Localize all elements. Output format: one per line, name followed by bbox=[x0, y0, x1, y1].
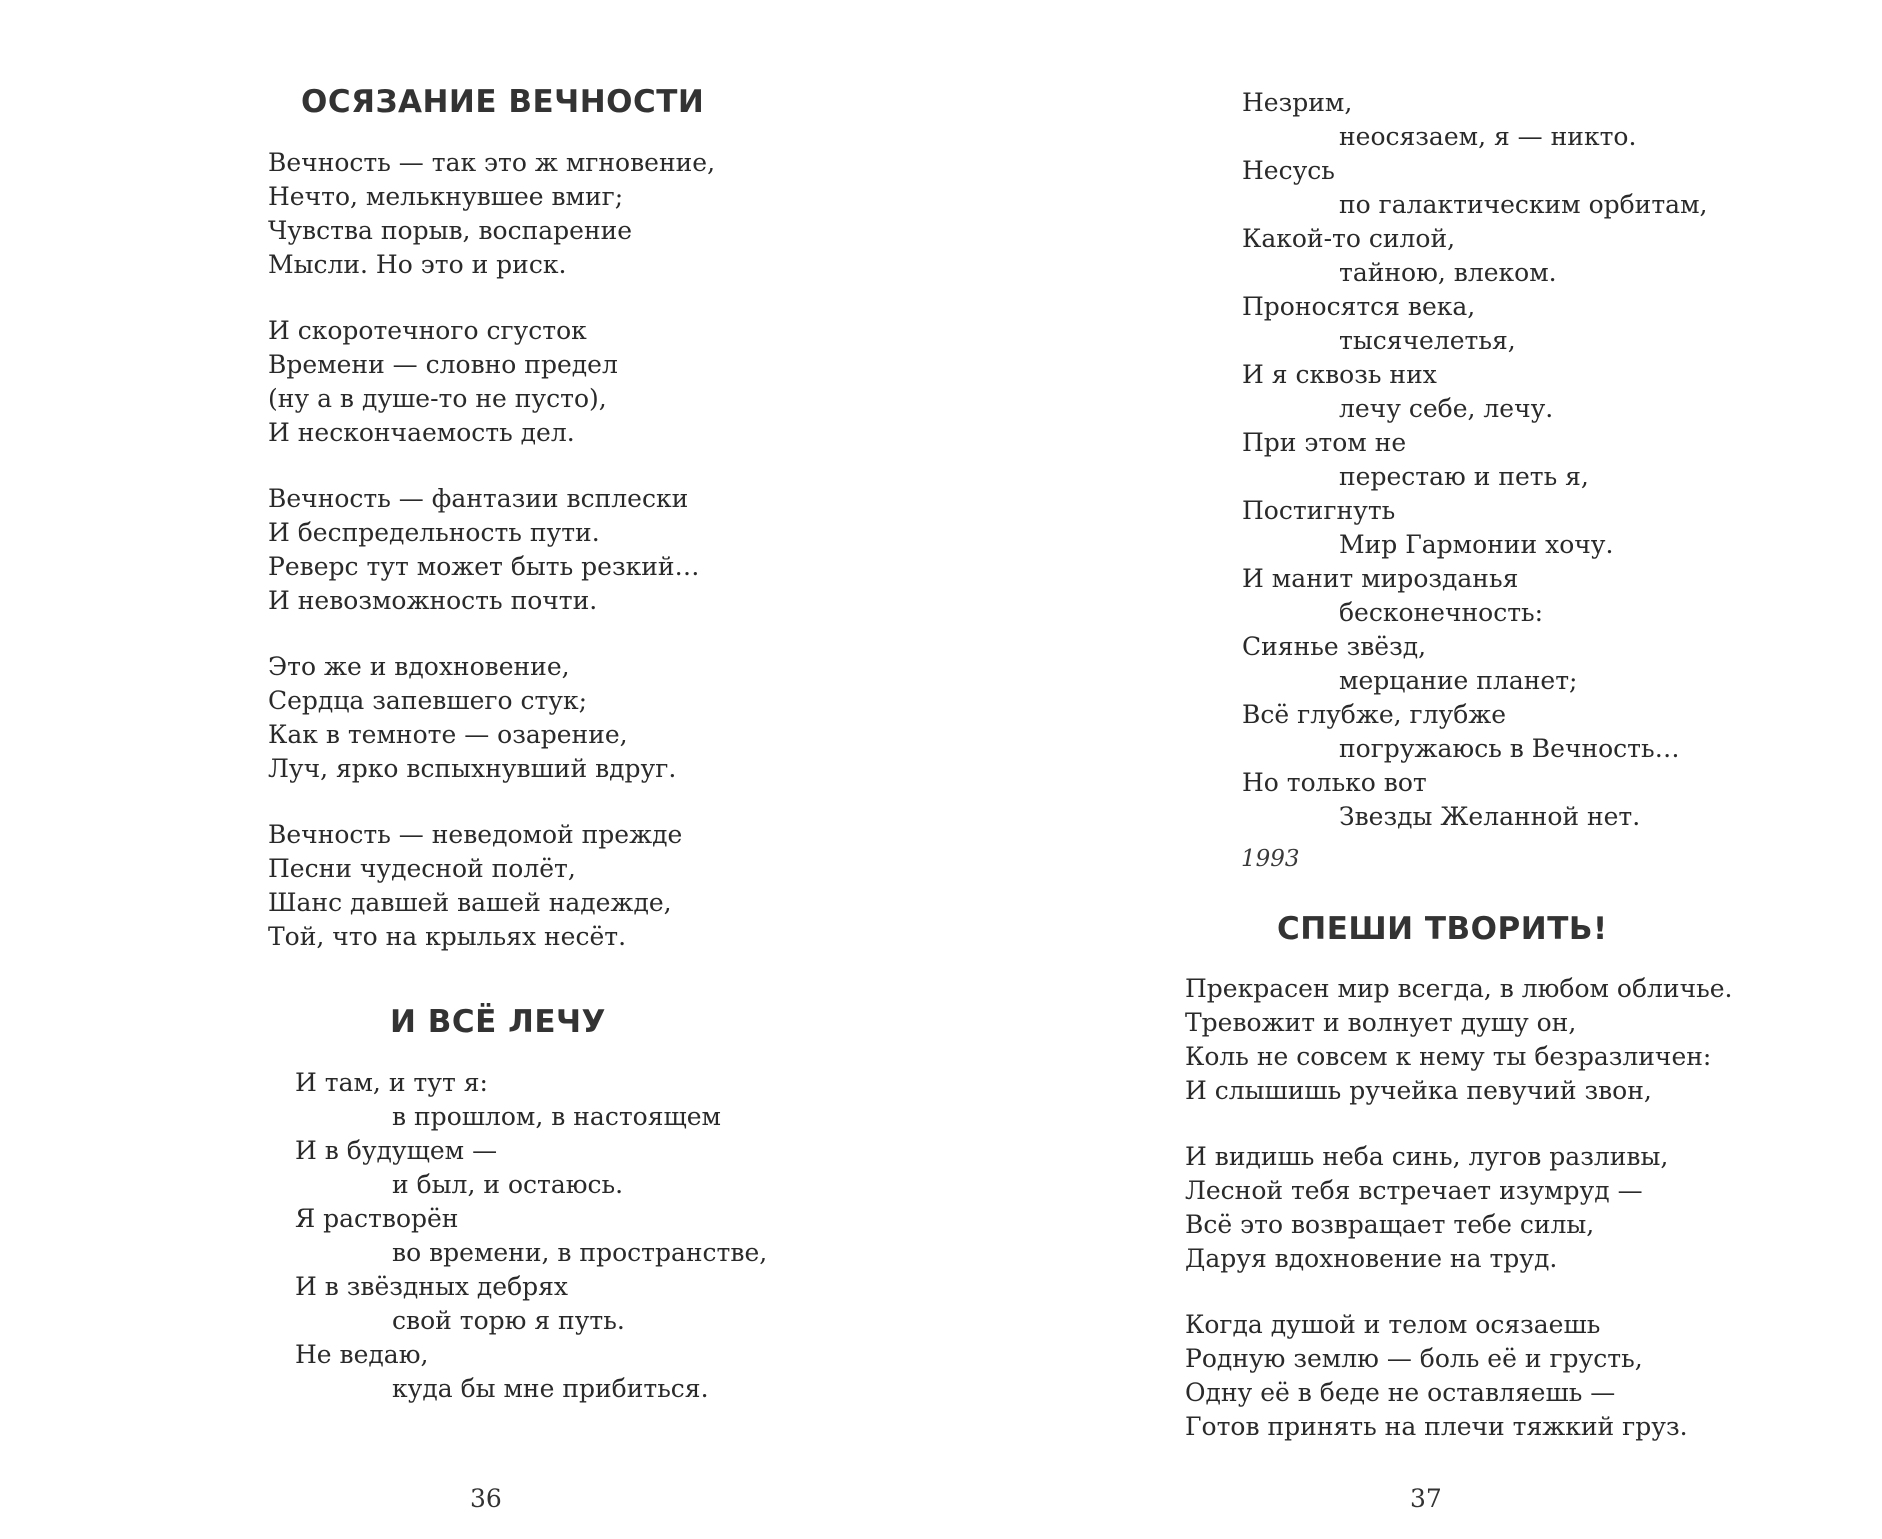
poem-date: 1993 bbox=[1241, 846, 1300, 872]
poem-line: Луч, ярко вспыхнувший вдруг. bbox=[268, 754, 677, 783]
poem-line: Готов принять на плечи тяжкий груз. bbox=[1185, 1412, 1688, 1441]
poem-line: И беспредельность пути. bbox=[268, 518, 600, 547]
poem-line: Сердца запевшего стук; bbox=[268, 686, 588, 715]
poem-line: Мир Гармонии хочу. bbox=[1339, 530, 1614, 559]
poem-title: И ВСЁ ЛЕЧУ bbox=[390, 1004, 606, 1040]
poem-line: Времени — словно предел bbox=[268, 350, 618, 379]
poem-line: лечу себе, лечу. bbox=[1339, 394, 1554, 423]
poem-line: Коль не совсем к нему ты безразличен: bbox=[1185, 1042, 1712, 1071]
poem-line: Песни чудесной полёт, bbox=[268, 854, 576, 883]
poem-line: Но только вот bbox=[1242, 768, 1427, 797]
poem-line: Вечность — неведомой прежде bbox=[268, 820, 683, 849]
poem-title: ОСЯЗАНИЕ ВЕЧНОСТИ bbox=[301, 84, 705, 120]
poem-line: бесконечность: bbox=[1339, 598, 1544, 627]
poem-line: И нескончаемость дел. bbox=[268, 418, 575, 447]
stanza bbox=[268, 818, 682, 954]
poem-line: И скоротечного сгусток bbox=[268, 316, 587, 345]
poem-line: перестаю и петь я, bbox=[1339, 462, 1589, 491]
poem-line: Сиянье звёзд, bbox=[1242, 632, 1427, 661]
stanza bbox=[1185, 1140, 1668, 1276]
poem-line: Шанс давшей вашей надежде, bbox=[268, 888, 672, 917]
poem-line: Не ведаю, bbox=[295, 1340, 429, 1369]
poem-line: Вечность — фантазии всплески bbox=[268, 484, 689, 513]
poem-line: Тревожит и волнует душу он, bbox=[1185, 1008, 1577, 1037]
stanza bbox=[268, 650, 676, 786]
poem-line: И я сквозь них bbox=[1242, 360, 1437, 389]
poem-line: И в будущем — bbox=[295, 1136, 498, 1165]
poem-line: Мысли. Но это и риск. bbox=[268, 250, 567, 279]
poem-line: тайною, влеком. bbox=[1339, 258, 1557, 287]
poem-line: Чувства порыв, воспарение bbox=[268, 216, 633, 245]
stanza bbox=[295, 1066, 767, 1406]
stanza bbox=[268, 146, 715, 282]
poem-line: и был, и остаюсь. bbox=[392, 1170, 624, 1199]
poem-line: Проносятся века, bbox=[1242, 292, 1476, 321]
poem-line: И невозможность почти. bbox=[268, 586, 598, 615]
stanza bbox=[1185, 972, 1732, 1108]
stanza bbox=[1185, 1308, 1688, 1444]
poem-line: Как в темноте — озарение, bbox=[268, 720, 628, 749]
poem-line: свой торю я путь. bbox=[392, 1306, 625, 1335]
poem-line: Всё это возвращает тебе силы, bbox=[1185, 1210, 1595, 1239]
poem-line: Лесной тебя встречает изумруд — bbox=[1185, 1176, 1643, 1205]
stanza bbox=[268, 314, 618, 450]
poem-line: Даруя вдохновение на труд. bbox=[1185, 1244, 1558, 1273]
poem-line: Незрим, bbox=[1242, 88, 1353, 117]
poem-line: И там, и тут я: bbox=[295, 1068, 488, 1097]
right-page bbox=[941, 0, 1882, 1539]
poem-line: Родную землю — боль её и грусть, bbox=[1185, 1344, 1643, 1373]
poem-line: погружаюсь в Вечность… bbox=[1339, 734, 1680, 763]
poem-line: Несусь bbox=[1242, 156, 1335, 185]
poem-line: по галактическим орбитам, bbox=[1339, 190, 1708, 219]
poem-line: При этом не bbox=[1242, 428, 1407, 457]
poem-line: Звезды Желанной нет. bbox=[1339, 802, 1641, 831]
stanza bbox=[268, 482, 700, 618]
poem-line: Всё глубже, глубже bbox=[1242, 700, 1507, 729]
poem-line: куда бы мне прибиться. bbox=[392, 1374, 709, 1403]
stanza bbox=[1242, 86, 1707, 834]
poem-line: неосязаем, я — никто. bbox=[1339, 122, 1637, 151]
poem-line: Той, что на крыльях несёт. bbox=[268, 922, 627, 951]
poem-line: (ну а в душе-то не пусто), bbox=[268, 384, 607, 413]
poem-line: Нечто, мелькнувшее вмиг; bbox=[268, 182, 624, 211]
poem-line: Одну её в беде не оставляешь — bbox=[1185, 1378, 1616, 1407]
poem-line: Какой-то силой, bbox=[1242, 224, 1456, 253]
poem-line: И манит мирозданья bbox=[1242, 564, 1519, 593]
poem-line: Вечность — так это ж мгновение, bbox=[268, 148, 716, 177]
poem-line: Когда душой и телом осязаешь bbox=[1185, 1310, 1601, 1339]
poem-line: в прошлом, в настоящем bbox=[392, 1102, 721, 1131]
poem-line: Это же и вдохновение, bbox=[268, 652, 570, 681]
poem-line: Я растворён bbox=[295, 1204, 459, 1233]
page-number: 37 bbox=[1410, 1484, 1442, 1513]
poem-title: СПЕШИ ТВОРИТЬ! bbox=[1277, 911, 1608, 947]
poem-line: тысячелетья, bbox=[1339, 326, 1516, 355]
poem-line: И в звёздных дебрях bbox=[295, 1272, 569, 1301]
poem-line: И слышишь ручейка певучий звон, bbox=[1185, 1076, 1652, 1105]
poem-line: И видишь неба синь, лугов разливы, bbox=[1185, 1142, 1669, 1171]
page-number: 36 bbox=[470, 1484, 502, 1513]
poem-line: Прекрасен мир всегда, в любом обличье. bbox=[1185, 974, 1733, 1003]
poem-line: мерцание планет; bbox=[1339, 666, 1578, 695]
poem-line: Постигнуть bbox=[1242, 496, 1396, 525]
poem-line: во времени, в пространстве, bbox=[392, 1238, 768, 1267]
poem-line: Реверс тут может быть резкий… bbox=[268, 552, 700, 581]
